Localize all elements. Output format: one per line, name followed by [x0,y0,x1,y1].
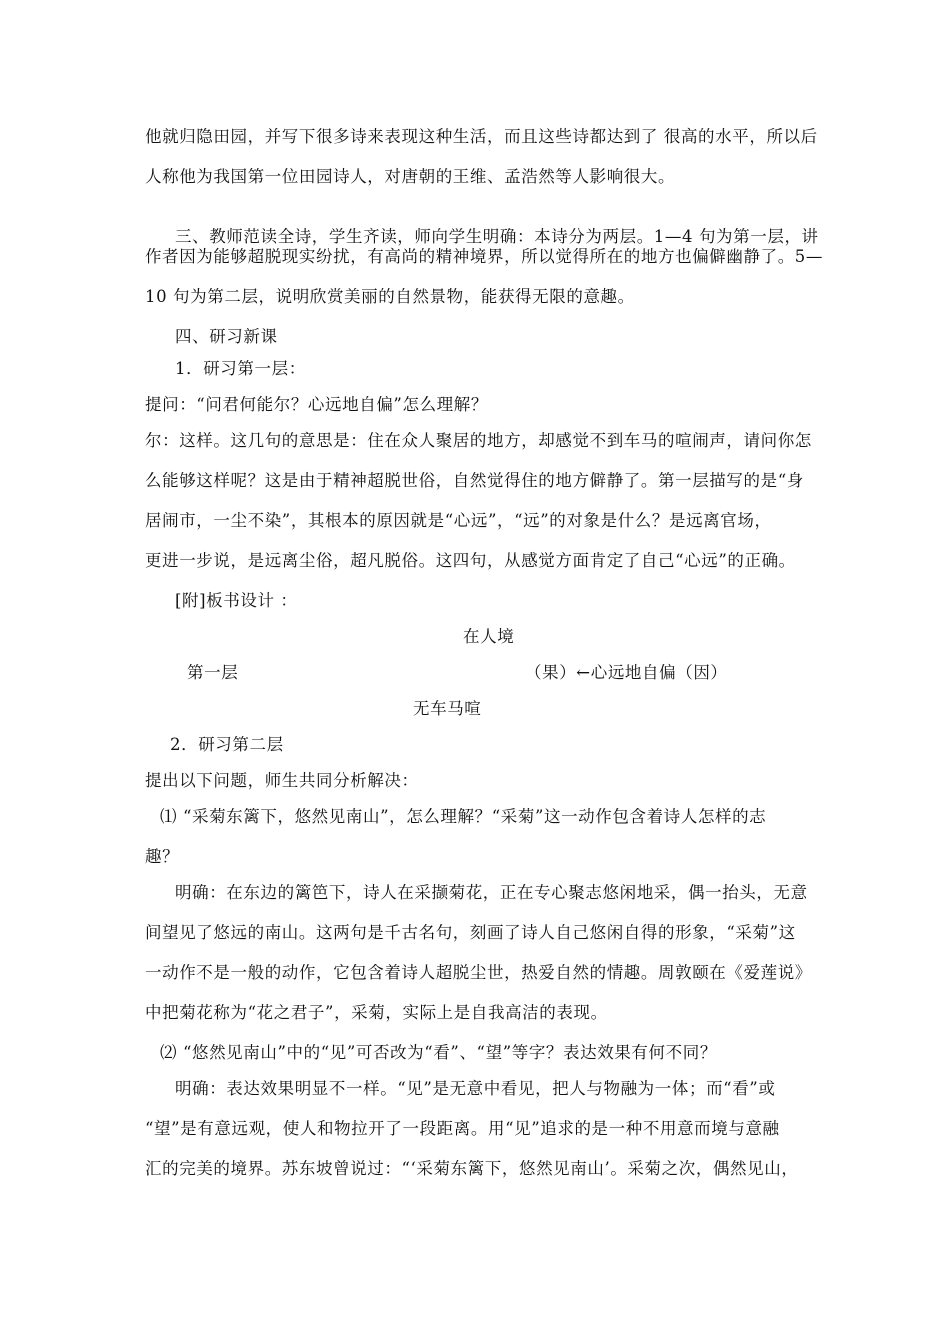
question-line: ⑴ “采菊东篱下，悠然见南山”，怎么理解？“采菊”这一动作包含着诗人怎样的志 [160,807,767,826]
paragraph-line: 作者因为能够超脱现实纷扰，有高尚的精神境界，所以觉得所在的地方也偏僻幽静了。5— [145,247,823,266]
paragraph-line: 一动作不是一般的动作，它包含着诗人超脱尘世，热爱自然的情趣。周敦颐在《爱莲说》 [145,963,812,982]
board-right: （果）←心远地自偏（因） [525,663,728,682]
section-heading: 四、研习新课 [175,327,278,346]
paragraph-line: 尔：这样。这几句的意思是：住在众人聚居的地方，却感觉不到车马的喧闹声，请问你怎 [145,431,812,450]
paragraph-line: 10 句为第二层，说明欣赏美丽的自然景物，能获得无限的意趣。 [145,287,635,306]
subsection-heading: 1．研习第一层： [175,359,306,378]
paragraph-line: 明确：在东边的篱笆下，诗人在采撷菊花，正在专心聚志悠闲地采，偶一抬头，无意 [175,883,808,902]
question-line: ⑵ “悠然见南山”中的“见”可否改为“看”、“望”等字？表达效果有何不同？ [160,1043,717,1062]
paragraph-line: 么能够这样呢？这是由于精神超脱世俗，自然觉得住的地方僻静了。第一层描写的是“身 [145,471,804,490]
paragraph-line: 他就归隐田园，并写下很多诗来表现这种生活，而且这些诗都达到了 很高的水平，所以后 [145,127,818,146]
subsection-heading: 2．研习第二层 [170,735,284,754]
board-label: [附]板书设计 ： [175,591,298,610]
paragraph-line: 中把菊花称为“花之君子”，采菊，实际上是自我高洁的表现。 [145,1003,608,1022]
paragraph-line: 间望见了悠远的南山。这两句是千古名句，刻画了诗人自己悠闲自得的形象，“采菊”这 [145,923,796,942]
paragraph-line: 更进一步说，是远离尘俗，超凡脱俗。这四句，从感觉方面肯定了自己“心远”的正确。 [145,551,796,570]
board-left: 第一层 [187,663,239,682]
paragraph-line: 人称他为我国第一位田园诗人，对唐朝的王维、孟浩然等人影响很大。 [145,167,676,186]
board-bottom: 无车马喧 [413,699,482,718]
paragraph-line: 汇的完美的境界。苏东坡曾说过：“‘采菊东篱下，悠然见南山’。采菊之次，偶然见山， [145,1159,799,1178]
paragraph-line: “望”是有意远观，使人和物拉开了一段距离。用“见”追求的是一种不用意而境与意融 [145,1119,780,1138]
question-line: 提问：“问君何能尔？心远地自偏”怎么理解？ [145,395,488,414]
paragraph-line: 居闹市，一尘不染”，其根本的原因就是“心远”，“远”的对象是什么？是远离官场， [145,511,772,530]
paragraph-line: 提出以下问题，师生共同分析解决： [145,771,419,790]
paragraph-line: 明确：表达效果明显不一样。“见”是无意中看见，把人与物融为一体；而“看”或 [175,1079,776,1098]
question-line: 趣？ [145,847,180,866]
board-top: 在人境 [463,627,515,646]
paragraph-line: 三、教师范读全诗，学生齐读，师向学生明确：本诗分为两层。1—4 句为第一层，讲 [175,227,819,246]
